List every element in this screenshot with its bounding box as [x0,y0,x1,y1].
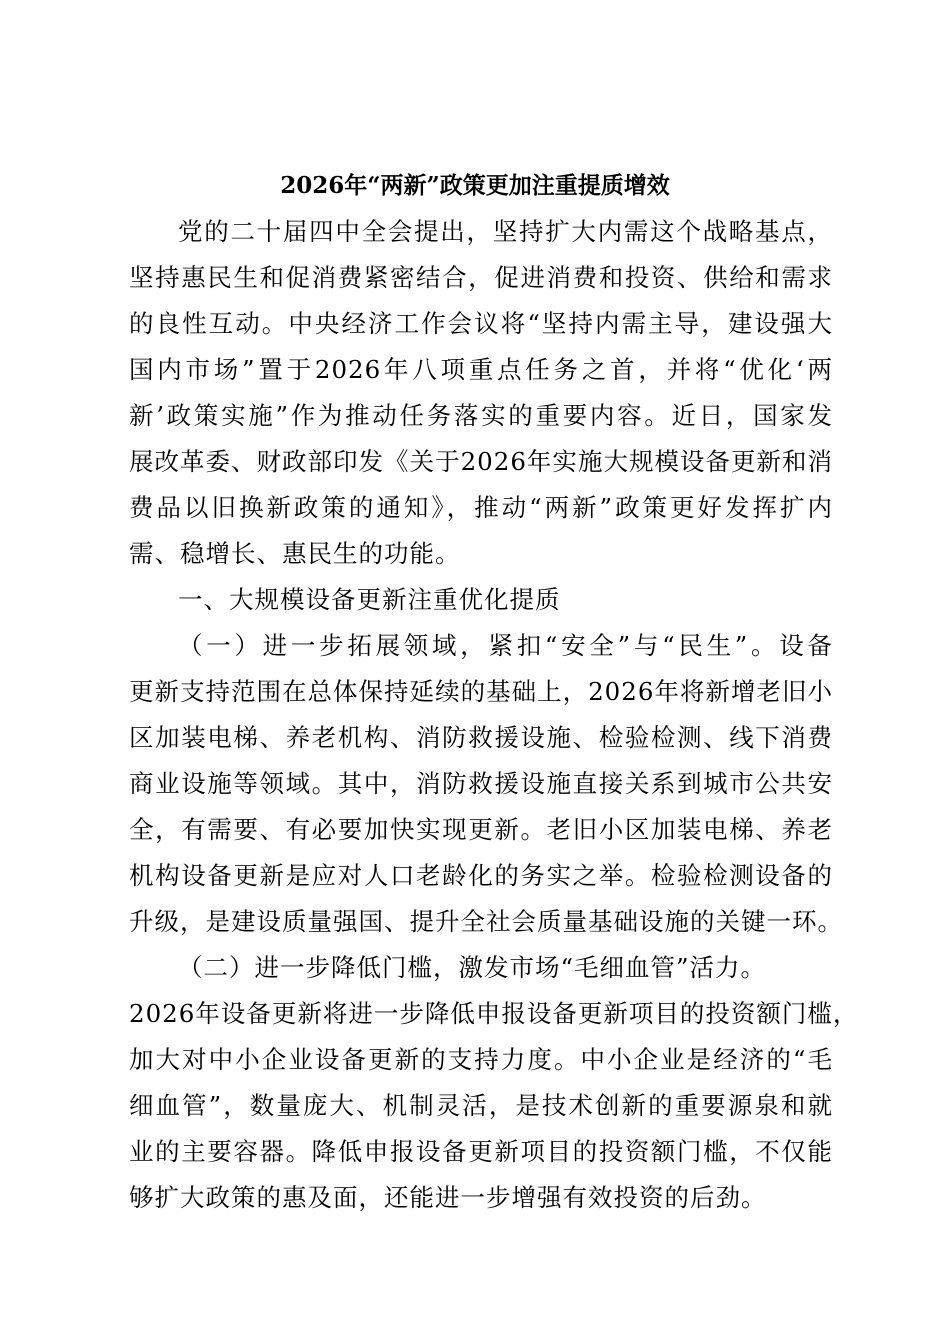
body-text-line: （二）进一步降低门槛，激发市场“毛细血管”活力。 [178,953,767,982]
body-text-line: 坚持惠民生和促消费紧密结合，促进消费和投资、供给和需求 [129,263,833,292]
document-body [129,209,859,1221]
body-text-line: 国内市场”置于2026年八项重点任务之首，并将“优化‘两 [129,355,833,384]
body-text-line: 新’政策实施”作为推动任务落实的重要内容。近日，国家发 [129,401,833,430]
body-text-line: 更新支持范围在总体保持延续的基础上，2026年将新增老旧小 [129,677,833,706]
document-title: 2026年“两新”政策更加注重提质增效 [280,172,670,199]
body-text-line: 区加装电梯、养老机构、消防救援设施、检验检测、线下消费 [129,723,833,752]
body-text-line: 需、稳增长、惠民生的功能。 [129,539,461,568]
body-text-line: 商业设施等领域。其中，消防救援设施直接关系到城市公共安 [129,769,833,798]
body-text-line: 党的二十届四中全会提出，坚持扩大内需这个战略基点， [178,217,833,246]
body-text-line: 全，有需要、有必要加快实现更新。老旧小区加装电梯、养老 [129,815,833,844]
body-text-line: （一）进一步拓展领域，紧扣“安全”与“民生”。设备 [178,631,833,660]
body-text-line: 够扩大政策的惠及面，还能进一步增强有效投资的后劲。 [129,1183,767,1212]
body-text-line: 一、大规模设备更新注重优化提质 [178,585,561,614]
body-text-line: 业的主要容器。降低申报设备更新项目的投资额门槛，不仅能 [129,1137,833,1166]
body-text-line: 细血管”，数量庞大、机制灵活，是技术创新的重要源泉和就 [129,1091,833,1120]
body-text-line: 升级，是建设质量强国、提升全社会质量基础设施的关键一环。 [129,907,843,936]
body-text-line: 的良性互动。中央经济工作会议将“坚持内需主导，建设强大 [129,309,833,338]
body-text-line: 机构设备更新是应对人口老龄化的务实之举。检验检测设备的 [129,861,833,890]
body-text-line: 加大对中小企业设备更新的支持力度。中小企业是经济的“毛 [129,1045,833,1074]
body-text-line: 2026年设备更新将进一步降低申报设备更新项目的投资额门槛， [129,999,859,1028]
body-text-line: 展改革委、财政部印发《关于2026年实施大规模设备更新和消 [129,447,833,476]
body-text-line: 费品以旧换新政策的通知》，推动“两新”政策更好发挥扩内 [129,493,833,522]
